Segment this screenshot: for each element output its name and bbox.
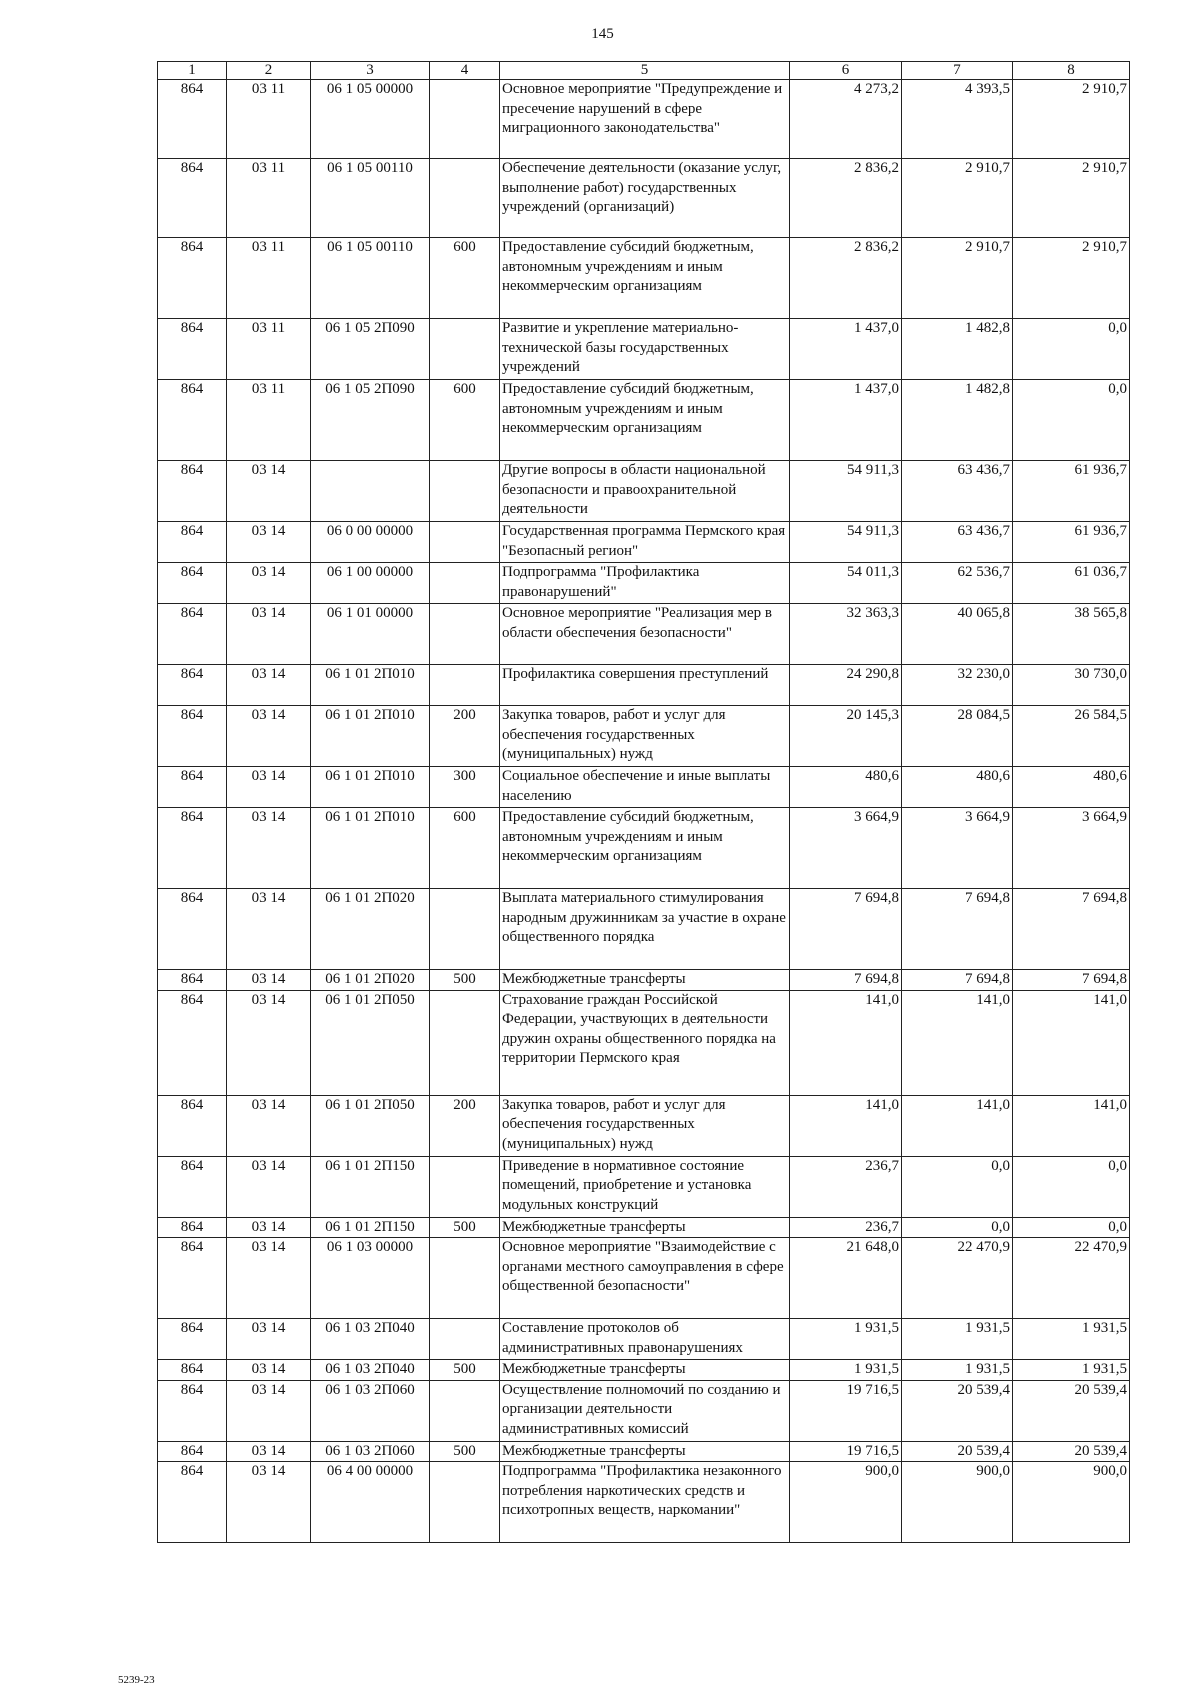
table-row xyxy=(158,604,1130,665)
cell-agency: 864 xyxy=(158,1441,227,1462)
cell-amount-6: 24 290,8 xyxy=(790,665,902,706)
cell-amount-7: 28 084,5 xyxy=(902,706,1013,767)
cell-expense-type xyxy=(430,1238,500,1319)
cell-amount-6: 2 836,2 xyxy=(790,238,902,319)
cell-amount-7: 1 931,5 xyxy=(902,1360,1013,1381)
cell-target-code: 06 1 01 00000 xyxy=(311,604,430,665)
cell-agency: 864 xyxy=(158,990,227,1095)
cell-section: 03 14 xyxy=(227,1319,311,1360)
cell-target-code: 06 1 01 2П020 xyxy=(311,889,430,970)
cell-amount-6: 141,0 xyxy=(790,1095,902,1156)
cell-amount-8: 141,0 xyxy=(1013,990,1130,1095)
cell-amount-7: 900,0 xyxy=(902,1462,1013,1543)
cell-section: 03 14 xyxy=(227,1380,311,1441)
cell-expense-type: 300 xyxy=(430,767,500,808)
cell-amount-8: 20 539,4 xyxy=(1013,1380,1130,1441)
table-row xyxy=(158,522,1130,563)
cell-amount-7: 1 482,8 xyxy=(902,319,1013,380)
page-number: 145 xyxy=(591,26,614,42)
cell-amount-8: 30 730,0 xyxy=(1013,665,1130,706)
cell-expense-type xyxy=(430,159,500,238)
cell-amount-6: 900,0 xyxy=(790,1462,902,1543)
cell-target-code: 06 1 03 2П040 xyxy=(311,1360,430,1381)
cell-description: Другие вопросы в области национальной безопасности и правоохранительной деятельности xyxy=(500,461,790,522)
table-row xyxy=(158,159,1130,238)
cell-amount-8: 61 036,7 xyxy=(1013,563,1130,604)
cell-description: Профилактика совершения преступлений xyxy=(500,665,790,706)
cell-description: Межбюджетные трансферты xyxy=(500,970,790,991)
table-row xyxy=(158,1441,1130,1462)
table-row xyxy=(158,1319,1130,1360)
cell-description: Подпрограмма "Профилактика незаконного потребления наркотических средств и психотропных веществ, наркомании" xyxy=(500,1462,790,1543)
column-header: 7 xyxy=(902,62,1013,80)
cell-amount-6: 7 694,8 xyxy=(790,889,902,970)
cell-amount-6: 7 694,8 xyxy=(790,970,902,991)
cell-description: Основное мероприятие "Взаимодействие с органами местного самоуправления в сфере общественной безопасности" xyxy=(500,1238,790,1319)
cell-amount-7: 0,0 xyxy=(902,1156,1013,1217)
cell-target-code: 06 1 01 2П150 xyxy=(311,1156,430,1217)
cell-target-code: 06 1 05 2П090 xyxy=(311,380,430,461)
cell-section: 03 14 xyxy=(227,1462,311,1543)
cell-section: 03 14 xyxy=(227,808,311,889)
cell-amount-8: 480,6 xyxy=(1013,767,1130,808)
cell-amount-7: 62 536,7 xyxy=(902,563,1013,604)
cell-agency: 864 xyxy=(158,563,227,604)
cell-target-code: 06 1 00 00000 xyxy=(311,563,430,604)
cell-description: Межбюджетные трансферты xyxy=(500,1217,790,1238)
cell-description: Межбюджетные трансферты xyxy=(500,1360,790,1381)
cell-amount-8: 2 910,7 xyxy=(1013,159,1130,238)
table-row xyxy=(158,238,1130,319)
cell-description: Подпрограмма "Профилактика правонарушений" xyxy=(500,563,790,604)
cell-expense-type: 500 xyxy=(430,970,500,991)
table-row xyxy=(158,1462,1130,1543)
table-row xyxy=(158,1360,1130,1381)
table-row xyxy=(158,1156,1130,1217)
cell-agency: 864 xyxy=(158,319,227,380)
cell-section: 03 14 xyxy=(227,665,311,706)
table-row xyxy=(158,319,1130,380)
cell-amount-6: 20 145,3 xyxy=(790,706,902,767)
cell-description: Развитие и укрепление материально-технической базы государственных учреждений xyxy=(500,319,790,380)
cell-section: 03 14 xyxy=(227,522,311,563)
cell-target-code: 06 1 05 00110 xyxy=(311,159,430,238)
cell-description: Выплата материального стимулирования народным дружинникам за участие в охране общественного порядка xyxy=(500,889,790,970)
cell-amount-8: 0,0 xyxy=(1013,1156,1130,1217)
cell-amount-6: 236,7 xyxy=(790,1156,902,1217)
cell-target-code: 06 4 00 00000 xyxy=(311,1462,430,1543)
cell-amount-8: 7 694,8 xyxy=(1013,970,1130,991)
column-header: 4 xyxy=(430,62,500,80)
cell-amount-6: 4 273,2 xyxy=(790,80,902,159)
document-code: 5239-23 xyxy=(118,1674,155,1686)
cell-agency: 864 xyxy=(158,767,227,808)
cell-agency: 864 xyxy=(158,238,227,319)
column-header: 1 xyxy=(158,62,227,80)
cell-agency: 864 xyxy=(158,604,227,665)
cell-amount-8: 2 910,7 xyxy=(1013,238,1130,319)
cell-amount-7: 0,0 xyxy=(902,1217,1013,1238)
cell-target-code: 06 0 00 00000 xyxy=(311,522,430,563)
cell-amount-6: 21 648,0 xyxy=(790,1238,902,1319)
cell-expense-type xyxy=(430,563,500,604)
cell-section: 03 14 xyxy=(227,1441,311,1462)
cell-description: Государственная программа Пермского края "Безопасный регион" xyxy=(500,522,790,563)
cell-amount-8: 900,0 xyxy=(1013,1462,1130,1543)
cell-section: 03 14 xyxy=(227,970,311,991)
cell-agency: 864 xyxy=(158,1217,227,1238)
cell-agency: 864 xyxy=(158,380,227,461)
table-row xyxy=(158,665,1130,706)
cell-expense-type xyxy=(430,461,500,522)
cell-agency: 864 xyxy=(158,665,227,706)
column-header: 6 xyxy=(790,62,902,80)
cell-amount-8: 0,0 xyxy=(1013,380,1130,461)
table-row xyxy=(158,80,1130,159)
cell-target-code: 06 1 01 2П010 xyxy=(311,665,430,706)
table-row xyxy=(158,706,1130,767)
cell-amount-7: 20 539,4 xyxy=(902,1380,1013,1441)
cell-amount-7: 1 482,8 xyxy=(902,380,1013,461)
cell-amount-8: 1 931,5 xyxy=(1013,1319,1130,1360)
cell-agency: 864 xyxy=(158,1380,227,1441)
cell-amount-8: 7 694,8 xyxy=(1013,889,1130,970)
cell-amount-6: 1 931,5 xyxy=(790,1319,902,1360)
cell-target-code: 06 1 01 2П050 xyxy=(311,990,430,1095)
cell-amount-8: 141,0 xyxy=(1013,1095,1130,1156)
cell-description: Основное мероприятие "Реализация мер в области обеспечения безопасности" xyxy=(500,604,790,665)
cell-amount-8: 61 936,7 xyxy=(1013,461,1130,522)
cell-target-code: 06 1 01 2П050 xyxy=(311,1095,430,1156)
table-row xyxy=(158,563,1130,604)
cell-amount-6: 32 363,3 xyxy=(790,604,902,665)
cell-agency: 864 xyxy=(158,1360,227,1381)
table-row xyxy=(158,808,1130,889)
cell-description: Предоставление субсидий бюджетным, автономным учреждениям и иным некоммерческим организациям xyxy=(500,380,790,461)
cell-description: Межбюджетные трансферты xyxy=(500,1441,790,1462)
cell-amount-8: 2 910,7 xyxy=(1013,80,1130,159)
cell-expense-type: 600 xyxy=(430,380,500,461)
cell-target-code: 06 1 03 2П040 xyxy=(311,1319,430,1360)
cell-amount-7: 4 393,5 xyxy=(902,80,1013,159)
cell-amount-7: 480,6 xyxy=(902,767,1013,808)
cell-section: 03 11 xyxy=(227,80,311,159)
cell-amount-8: 22 470,9 xyxy=(1013,1238,1130,1319)
cell-description: Приведение в нормативное состояние помещений, приобретение и установка модульных конструкций xyxy=(500,1156,790,1217)
cell-section: 03 14 xyxy=(227,461,311,522)
cell-description: Предоставление субсидий бюджетным, автономным учреждениям и иным некоммерческим организациям xyxy=(500,238,790,319)
cell-amount-6: 480,6 xyxy=(790,767,902,808)
cell-target-code: 06 1 05 00110 xyxy=(311,238,430,319)
cell-amount-7: 20 539,4 xyxy=(902,1441,1013,1462)
cell-target-code: 06 1 01 2П020 xyxy=(311,970,430,991)
cell-target-code: 06 1 01 2П010 xyxy=(311,706,430,767)
cell-amount-8: 3 664,9 xyxy=(1013,808,1130,889)
cell-description: Страхование граждан Российской Федерации, участвующих в деятельности дружин охраны общественного порядка на территории Пермского края xyxy=(500,990,790,1095)
cell-agency: 864 xyxy=(158,706,227,767)
cell-section: 03 11 xyxy=(227,159,311,238)
cell-expense-type xyxy=(430,889,500,970)
cell-amount-8: 38 565,8 xyxy=(1013,604,1130,665)
cell-agency: 864 xyxy=(158,461,227,522)
cell-agency: 864 xyxy=(158,1319,227,1360)
cell-section: 03 11 xyxy=(227,380,311,461)
cell-amount-8: 0,0 xyxy=(1013,319,1130,380)
cell-amount-8: 1 931,5 xyxy=(1013,1360,1130,1381)
cell-amount-7: 1 931,5 xyxy=(902,1319,1013,1360)
cell-section: 03 14 xyxy=(227,1360,311,1381)
cell-target-code: 06 1 03 00000 xyxy=(311,1238,430,1319)
cell-agency: 864 xyxy=(158,1095,227,1156)
cell-target-code: 06 1 03 2П060 xyxy=(311,1441,430,1462)
cell-amount-6: 1 437,0 xyxy=(790,380,902,461)
cell-agency: 864 xyxy=(158,808,227,889)
cell-amount-7: 63 436,7 xyxy=(902,522,1013,563)
cell-expense-type xyxy=(430,1156,500,1217)
cell-amount-7: 3 664,9 xyxy=(902,808,1013,889)
cell-amount-6: 54 011,3 xyxy=(790,563,902,604)
cell-agency: 864 xyxy=(158,159,227,238)
table-row xyxy=(158,1238,1130,1319)
column-header: 3 xyxy=(311,62,430,80)
cell-amount-6: 1 931,5 xyxy=(790,1360,902,1381)
cell-amount-6: 1 437,0 xyxy=(790,319,902,380)
budget-table xyxy=(157,61,1130,1543)
cell-section: 03 14 xyxy=(227,1156,311,1217)
cell-target-code: 06 1 01 2П150 xyxy=(311,1217,430,1238)
cell-amount-7: 22 470,9 xyxy=(902,1238,1013,1319)
table-row xyxy=(158,461,1130,522)
table-row xyxy=(158,1095,1130,1156)
cell-expense-type xyxy=(430,1380,500,1441)
table-row xyxy=(158,889,1130,970)
cell-agency: 864 xyxy=(158,970,227,991)
cell-target-code: 06 1 03 2П060 xyxy=(311,1380,430,1441)
cell-expense-type: 500 xyxy=(430,1217,500,1238)
cell-target-code: 06 1 01 2П010 xyxy=(311,808,430,889)
table-header-row xyxy=(158,62,1130,80)
cell-description: Закупка товаров, работ и услуг для обеспечения государственных (муниципальных) нужд xyxy=(500,1095,790,1156)
cell-section: 03 14 xyxy=(227,767,311,808)
table-row xyxy=(158,380,1130,461)
cell-expense-type xyxy=(430,522,500,563)
cell-agency: 864 xyxy=(158,1462,227,1543)
column-header: 5 xyxy=(500,62,790,80)
cell-amount-6: 19 716,5 xyxy=(790,1380,902,1441)
cell-amount-7: 2 910,7 xyxy=(902,159,1013,238)
cell-description: Основное мероприятие "Предупреждение и пресечение нарушений в сфере миграционного законодательства" xyxy=(500,80,790,159)
cell-amount-8: 20 539,4 xyxy=(1013,1441,1130,1462)
cell-section: 03 14 xyxy=(227,706,311,767)
cell-section: 03 14 xyxy=(227,1217,311,1238)
table-row xyxy=(158,990,1130,1095)
cell-amount-7: 63 436,7 xyxy=(902,461,1013,522)
cell-target-code xyxy=(311,461,430,522)
cell-description: Обеспечение деятельности (оказание услуг, выполнение работ) государственных учреждений (организаций) xyxy=(500,159,790,238)
cell-expense-type: 600 xyxy=(430,808,500,889)
cell-section: 03 14 xyxy=(227,889,311,970)
cell-expense-type xyxy=(430,80,500,159)
cell-amount-6: 2 836,2 xyxy=(790,159,902,238)
table-row xyxy=(158,1217,1130,1238)
cell-target-code: 06 1 05 00000 xyxy=(311,80,430,159)
cell-expense-type: 500 xyxy=(430,1360,500,1381)
table-row xyxy=(158,767,1130,808)
cell-amount-6: 236,7 xyxy=(790,1217,902,1238)
cell-target-code: 06 1 01 2П010 xyxy=(311,767,430,808)
cell-description: Осуществление полномочий по созданию и организации деятельности административных комиссий xyxy=(500,1380,790,1441)
cell-section: 03 14 xyxy=(227,990,311,1095)
table-row xyxy=(158,970,1130,991)
cell-description: Социальное обеспечение и иные выплаты населению xyxy=(500,767,790,808)
cell-description: Составление протоколов об административных правонарушениях xyxy=(500,1319,790,1360)
table-row xyxy=(158,1380,1130,1441)
cell-amount-8: 61 936,7 xyxy=(1013,522,1130,563)
cell-amount-7: 7 694,8 xyxy=(902,889,1013,970)
cell-amount-6: 54 911,3 xyxy=(790,461,902,522)
cell-section: 03 11 xyxy=(227,238,311,319)
cell-target-code: 06 1 05 2П090 xyxy=(311,319,430,380)
cell-amount-7: 141,0 xyxy=(902,990,1013,1095)
cell-expense-type: 600 xyxy=(430,238,500,319)
cell-expense-type: 200 xyxy=(430,706,500,767)
cell-amount-7: 40 065,8 xyxy=(902,604,1013,665)
cell-agency: 864 xyxy=(158,1156,227,1217)
cell-section: 03 14 xyxy=(227,1095,311,1156)
cell-expense-type xyxy=(430,604,500,665)
cell-expense-type: 200 xyxy=(430,1095,500,1156)
cell-section: 03 14 xyxy=(227,563,311,604)
cell-amount-7: 141,0 xyxy=(902,1095,1013,1156)
cell-description: Закупка товаров, работ и услуг для обеспечения государственных (муниципальных) нужд xyxy=(500,706,790,767)
cell-agency: 864 xyxy=(158,522,227,563)
cell-section: 03 11 xyxy=(227,319,311,380)
cell-agency: 864 xyxy=(158,80,227,159)
cell-expense-type xyxy=(430,1319,500,1360)
cell-amount-8: 0,0 xyxy=(1013,1217,1130,1238)
cell-expense-type xyxy=(430,319,500,380)
column-header: 2 xyxy=(227,62,311,80)
cell-expense-type xyxy=(430,1462,500,1543)
cell-amount-7: 32 230,0 xyxy=(902,665,1013,706)
cell-expense-type: 500 xyxy=(430,1441,500,1462)
column-header: 8 xyxy=(1013,62,1130,80)
cell-description: Предоставление субсидий бюджетным, автономным учреждениям и иным некоммерческим организациям xyxy=(500,808,790,889)
cell-amount-6: 3 664,9 xyxy=(790,808,902,889)
cell-expense-type xyxy=(430,665,500,706)
cell-amount-7: 7 694,8 xyxy=(902,970,1013,991)
cell-section: 03 14 xyxy=(227,604,311,665)
cell-agency: 864 xyxy=(158,889,227,970)
cell-amount-6: 19 716,5 xyxy=(790,1441,902,1462)
cell-amount-6: 141,0 xyxy=(790,990,902,1095)
cell-amount-7: 2 910,7 xyxy=(902,238,1013,319)
cell-agency: 864 xyxy=(158,1238,227,1319)
cell-expense-type xyxy=(430,990,500,1095)
cell-amount-6: 54 911,3 xyxy=(790,522,902,563)
cell-amount-8: 26 584,5 xyxy=(1013,706,1130,767)
cell-section: 03 14 xyxy=(227,1238,311,1319)
